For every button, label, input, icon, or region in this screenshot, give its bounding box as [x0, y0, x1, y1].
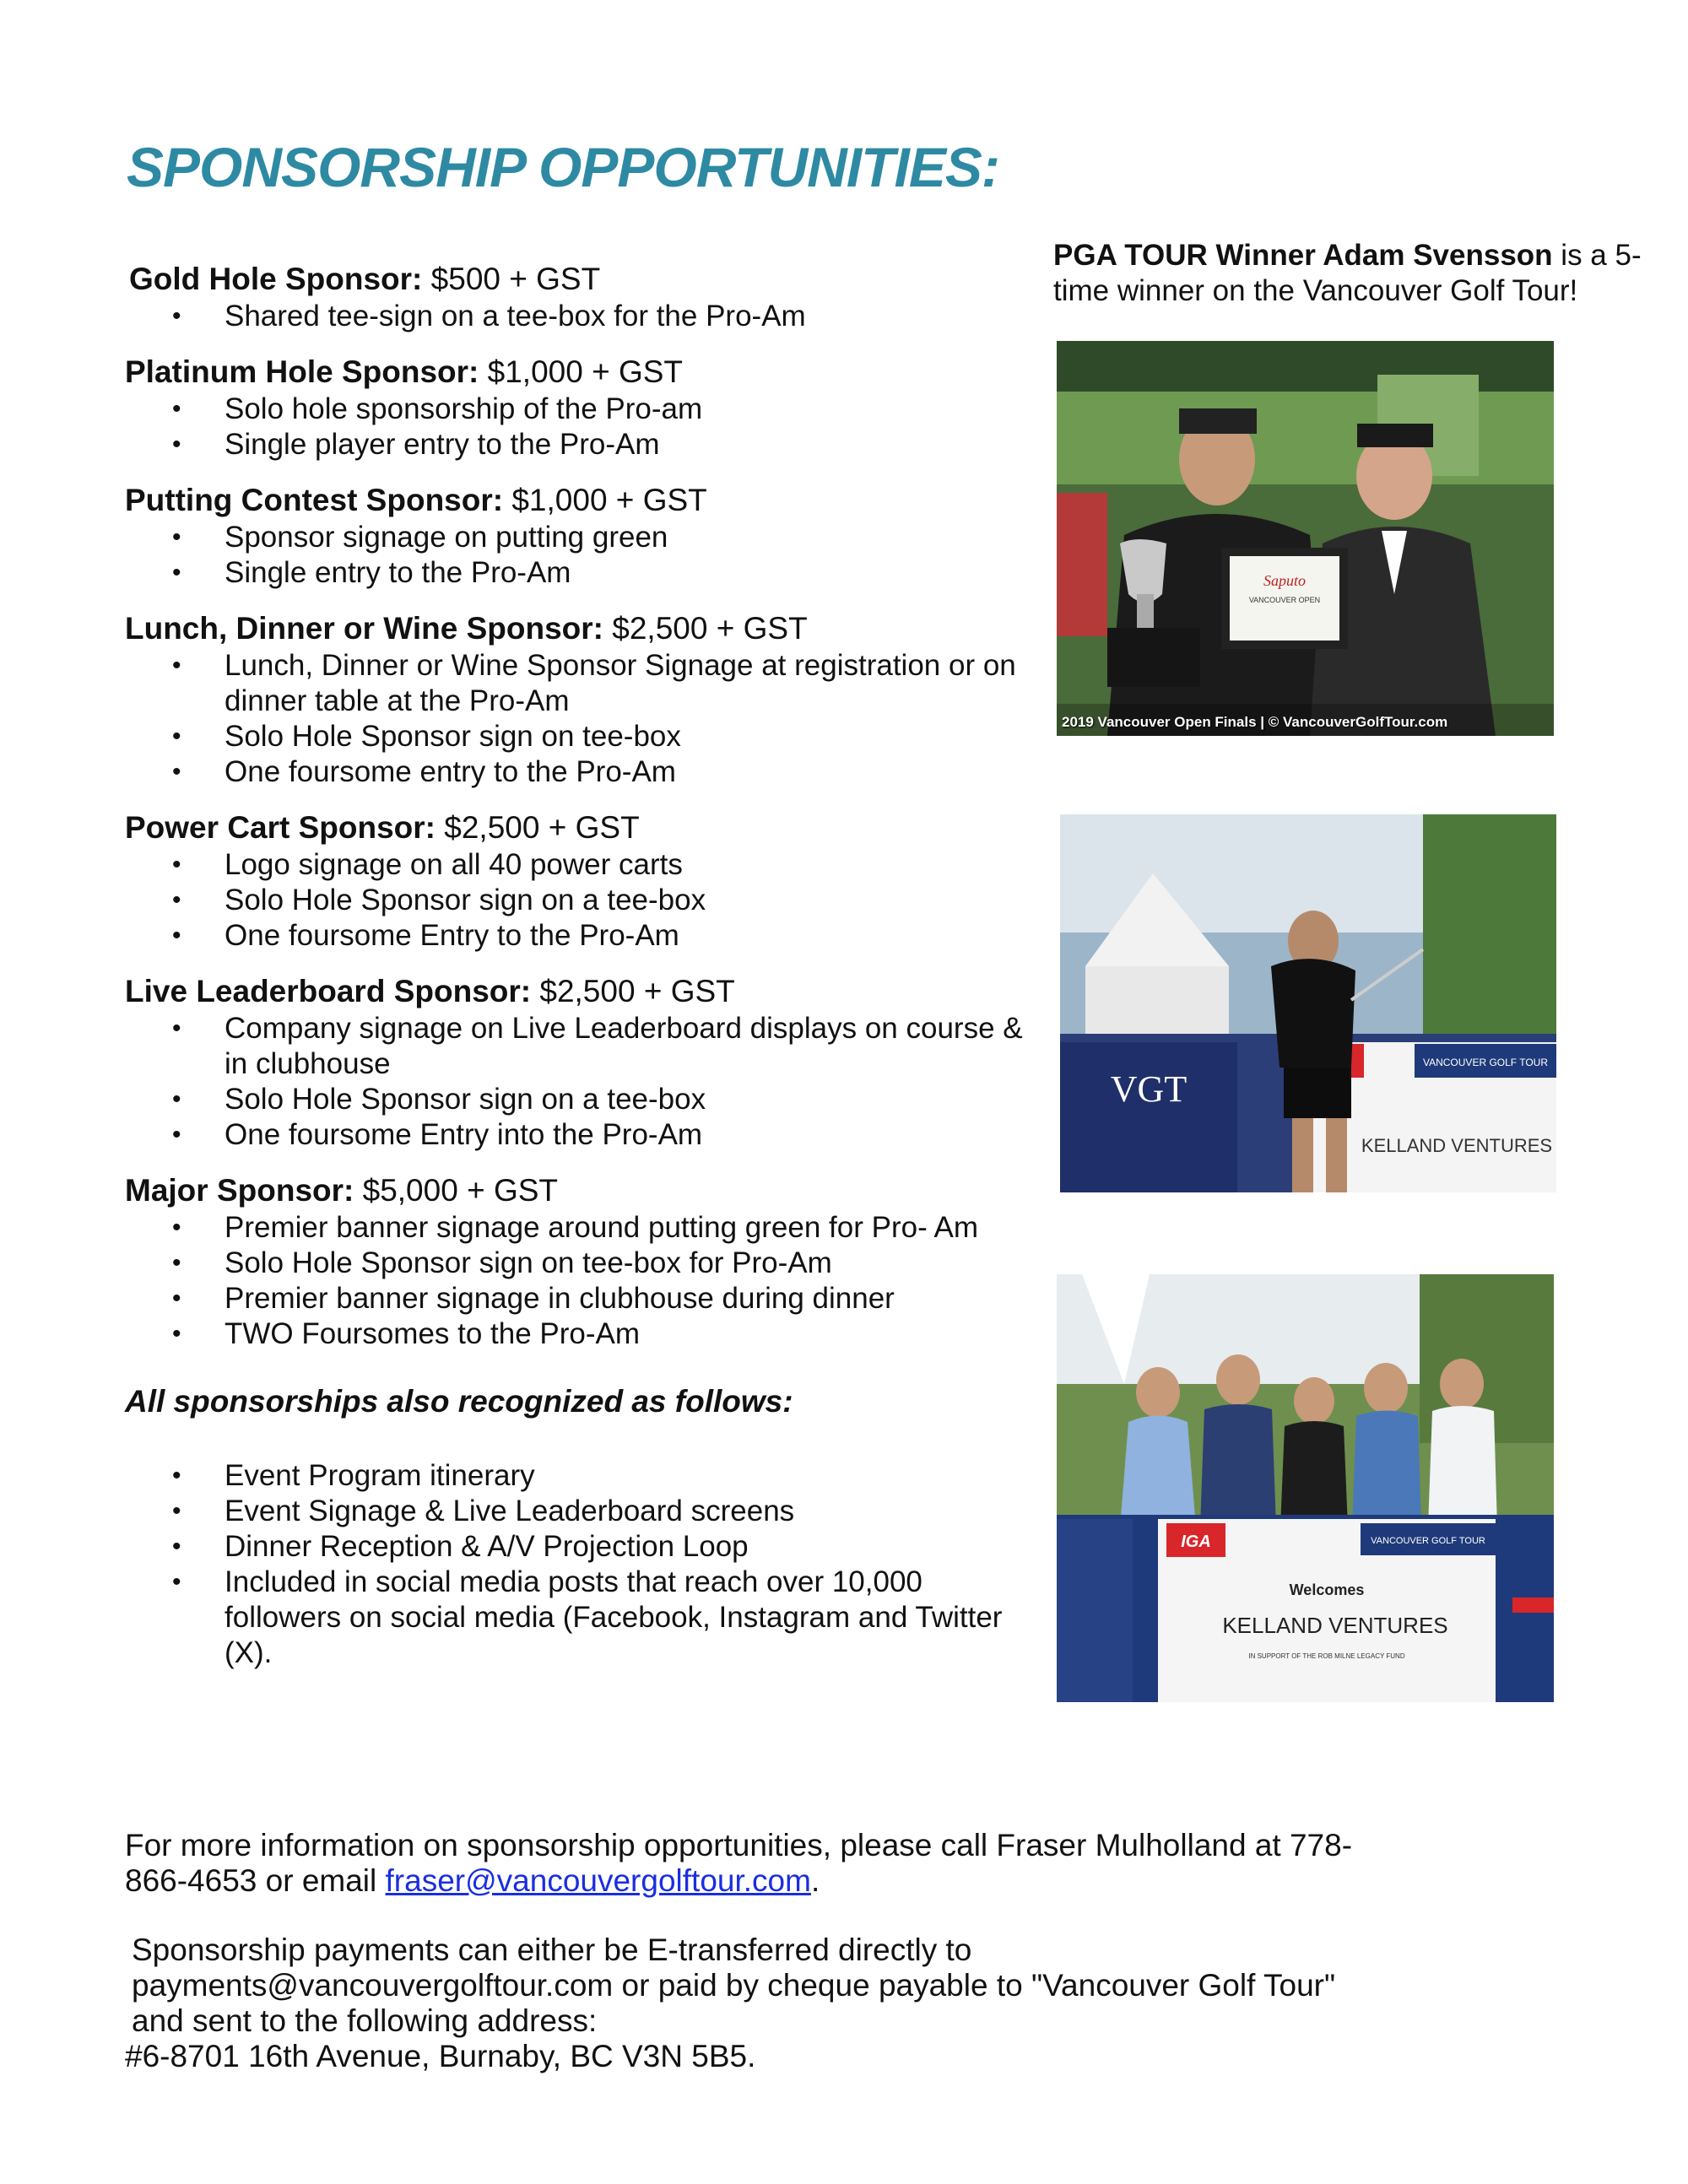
benefit-item: • Solo Hole Sponsor sign on a tee-box	[125, 1082, 1036, 1117]
benefit-item: • Single player entry to the Pro-Am	[125, 427, 1036, 462]
tier-price: $2,500 + GST	[444, 810, 640, 845]
tier-price: $1,000 + GST	[511, 483, 707, 517]
sponsor-tiers	[125, 260, 1036, 1671]
recognition-item: • Dinner Reception & A/V Projection Loop	[125, 1529, 1036, 1565]
trophy-brand: Saputo	[1263, 572, 1307, 589]
benefit-item: • Solo hole sponsorship of the Pro-am	[125, 392, 1036, 427]
group-banner-welcomes: Welcomes	[1289, 1581, 1365, 1598]
photo-caption	[1053, 238, 1661, 309]
tier-live-leaderboard	[125, 972, 1036, 1153]
recognition-list	[125, 1458, 1036, 1671]
tier-benefits	[125, 648, 1036, 790]
tier-heading	[129, 260, 1036, 299]
tier-gold-hole	[125, 260, 1036, 334]
tier-heading	[125, 609, 1036, 648]
tier-benefits	[125, 1210, 1036, 1352]
banner-vgt: VGT	[1110, 1068, 1188, 1110]
photo-credit: 2019 Vancouver Open Finals | © VancouverGolfTour.com	[1062, 714, 1448, 730]
group-banner-tour: VANCOUVER GOLF TOUR	[1371, 1536, 1485, 1546]
tier-name: Power Cart Sponsor:	[125, 810, 436, 845]
caption-winner: PGA TOUR Winner Adam Svensson	[1053, 239, 1553, 272]
benefit-item: • TWO Foursomes to the Pro-Am	[125, 1316, 1036, 1352]
benefit-item: • Premier banner signage in clubhouse during dinner	[125, 1281, 1036, 1316]
tier-benefits	[125, 392, 1036, 462]
benefit-item: • One foursome entry to the Pro-Am	[125, 754, 1036, 790]
recognition-title: All sponsorships also recognized as follows:	[125, 1384, 793, 1419]
benefit-item: • Solo Hole Sponsor sign on a tee-box	[125, 883, 1036, 918]
tier-heading	[125, 353, 1036, 392]
tier-price: $1,000 + GST	[487, 354, 684, 389]
tier-heading	[125, 972, 1036, 1011]
benefit-item: • One foursome Entry into the Pro-Am	[125, 1117, 1036, 1153]
tier-benefits	[125, 1011, 1036, 1153]
contact-info-text: For more information on sponsorship opportunities, please call Fraser Mulholland at 778-866-4653 or email	[125, 1828, 1353, 1898]
recognition-item: • Event Signage & Live Leaderboard screens	[125, 1494, 1036, 1529]
benefit-item: • Company signage on Live Leaderboard displays on course & in clubhouse	[125, 1011, 1036, 1082]
payment-info: Sponsorship payments can either be E-transferred directly to payments@vancouvergolftour.com or paid by cheque payable to "Vancouver Golf Tour" and sent to the following address:	[132, 1933, 1336, 2038]
tier-price: $2,500 + GST	[539, 974, 735, 1008]
benefit-item: • Single entry to the Pro-Am	[125, 555, 1036, 591]
tier-benefits	[125, 847, 1036, 954]
tier-name: Gold Hole Sponsor:	[129, 262, 423, 296]
tier-heading	[125, 808, 1036, 847]
page-title: SPONSORSHIP OPPORTUNITIES:	[127, 136, 999, 198]
photo-winner-trophy	[1057, 341, 1554, 736]
photo-group	[1057, 1274, 1554, 1702]
tier-name: Putting Contest Sponsor:	[125, 483, 504, 517]
benefit-item: • Premier banner signage around putting green for Pro- Am	[125, 1210, 1036, 1246]
group-banner-iga: IGA	[1181, 1533, 1211, 1551]
caption-rest: is a 5-time winner on the Vancouver Golf Tour!	[1053, 239, 1642, 307]
banner-kelland: KELLAND VENTURES	[1361, 1135, 1553, 1156]
tier-benefits	[125, 520, 1036, 591]
tier-putting-contest	[125, 481, 1036, 591]
trophy-event: VANCOUVER OPEN	[1248, 596, 1321, 604]
tier-price: $500 + GST	[430, 262, 601, 296]
contact-info	[125, 1828, 1391, 1899]
tier-name: Major Sponsor:	[125, 1173, 354, 1208]
contact-email-link[interactable]: fraser@vancouvergolftour.com	[385, 1863, 811, 1898]
tier-major	[125, 1171, 1036, 1352]
benefit-item: • Logo signage on all 40 power carts	[125, 847, 1036, 883]
benefit-item: • Shared tee-sign on a tee-box for the Pro-Am	[125, 299, 1036, 334]
tier-name: Platinum Hole Sponsor:	[125, 354, 479, 389]
benefit-item: • Lunch, Dinner or Wine Sponsor Signage at registration or on dinner table at the Pro-Am	[125, 648, 1036, 719]
tier-power-cart	[125, 808, 1036, 954]
payment-address: #6-8701 16th Avenue, Burnaby, BC V3N 5B5.	[125, 2039, 756, 2073]
tier-heading	[125, 481, 1036, 520]
banner-tour: VANCOUVER GOLF TOUR	[1422, 1057, 1549, 1068]
benefit-item: • One foursome Entry to the Pro-Am	[125, 918, 1036, 954]
contact-section	[125, 1828, 1391, 2108]
group-banner-legacy: IN SUPPORT OF THE ROB MILNE LEGACY FUND	[1248, 1652, 1405, 1660]
tier-heading	[125, 1171, 1036, 1210]
tier-lunch-dinner-wine	[125, 609, 1036, 790]
tier-benefits	[125, 299, 1036, 334]
photo-golfer-swing	[1060, 814, 1556, 1192]
tier-price: $5,000 + GST	[362, 1173, 559, 1208]
benefit-item: • Solo Hole Sponsor sign on tee-box for Pro-Am	[125, 1246, 1036, 1281]
tier-name: Lunch, Dinner or Wine Sponsor:	[125, 611, 603, 646]
contact-info-end: .	[810, 1863, 820, 1898]
benefit-item: • Sponsor signage on putting green	[125, 520, 1036, 555]
benefit-item: • Solo Hole Sponsor sign on tee-box	[125, 719, 1036, 754]
tier-price: $2,500 + GST	[612, 611, 808, 646]
tier-platinum-hole	[125, 353, 1036, 462]
group-banner-kelland: KELLAND VENTURES	[1222, 1613, 1448, 1638]
tier-name: Live Leaderboard Sponsor:	[125, 974, 532, 1008]
recognition-item: • Event Program itinerary	[125, 1458, 1036, 1494]
recognition-item: • Included in social media posts that reach over 10,000 followers on social media (Facebook, Instagram and Twitter (X).	[125, 1565, 1036, 1671]
